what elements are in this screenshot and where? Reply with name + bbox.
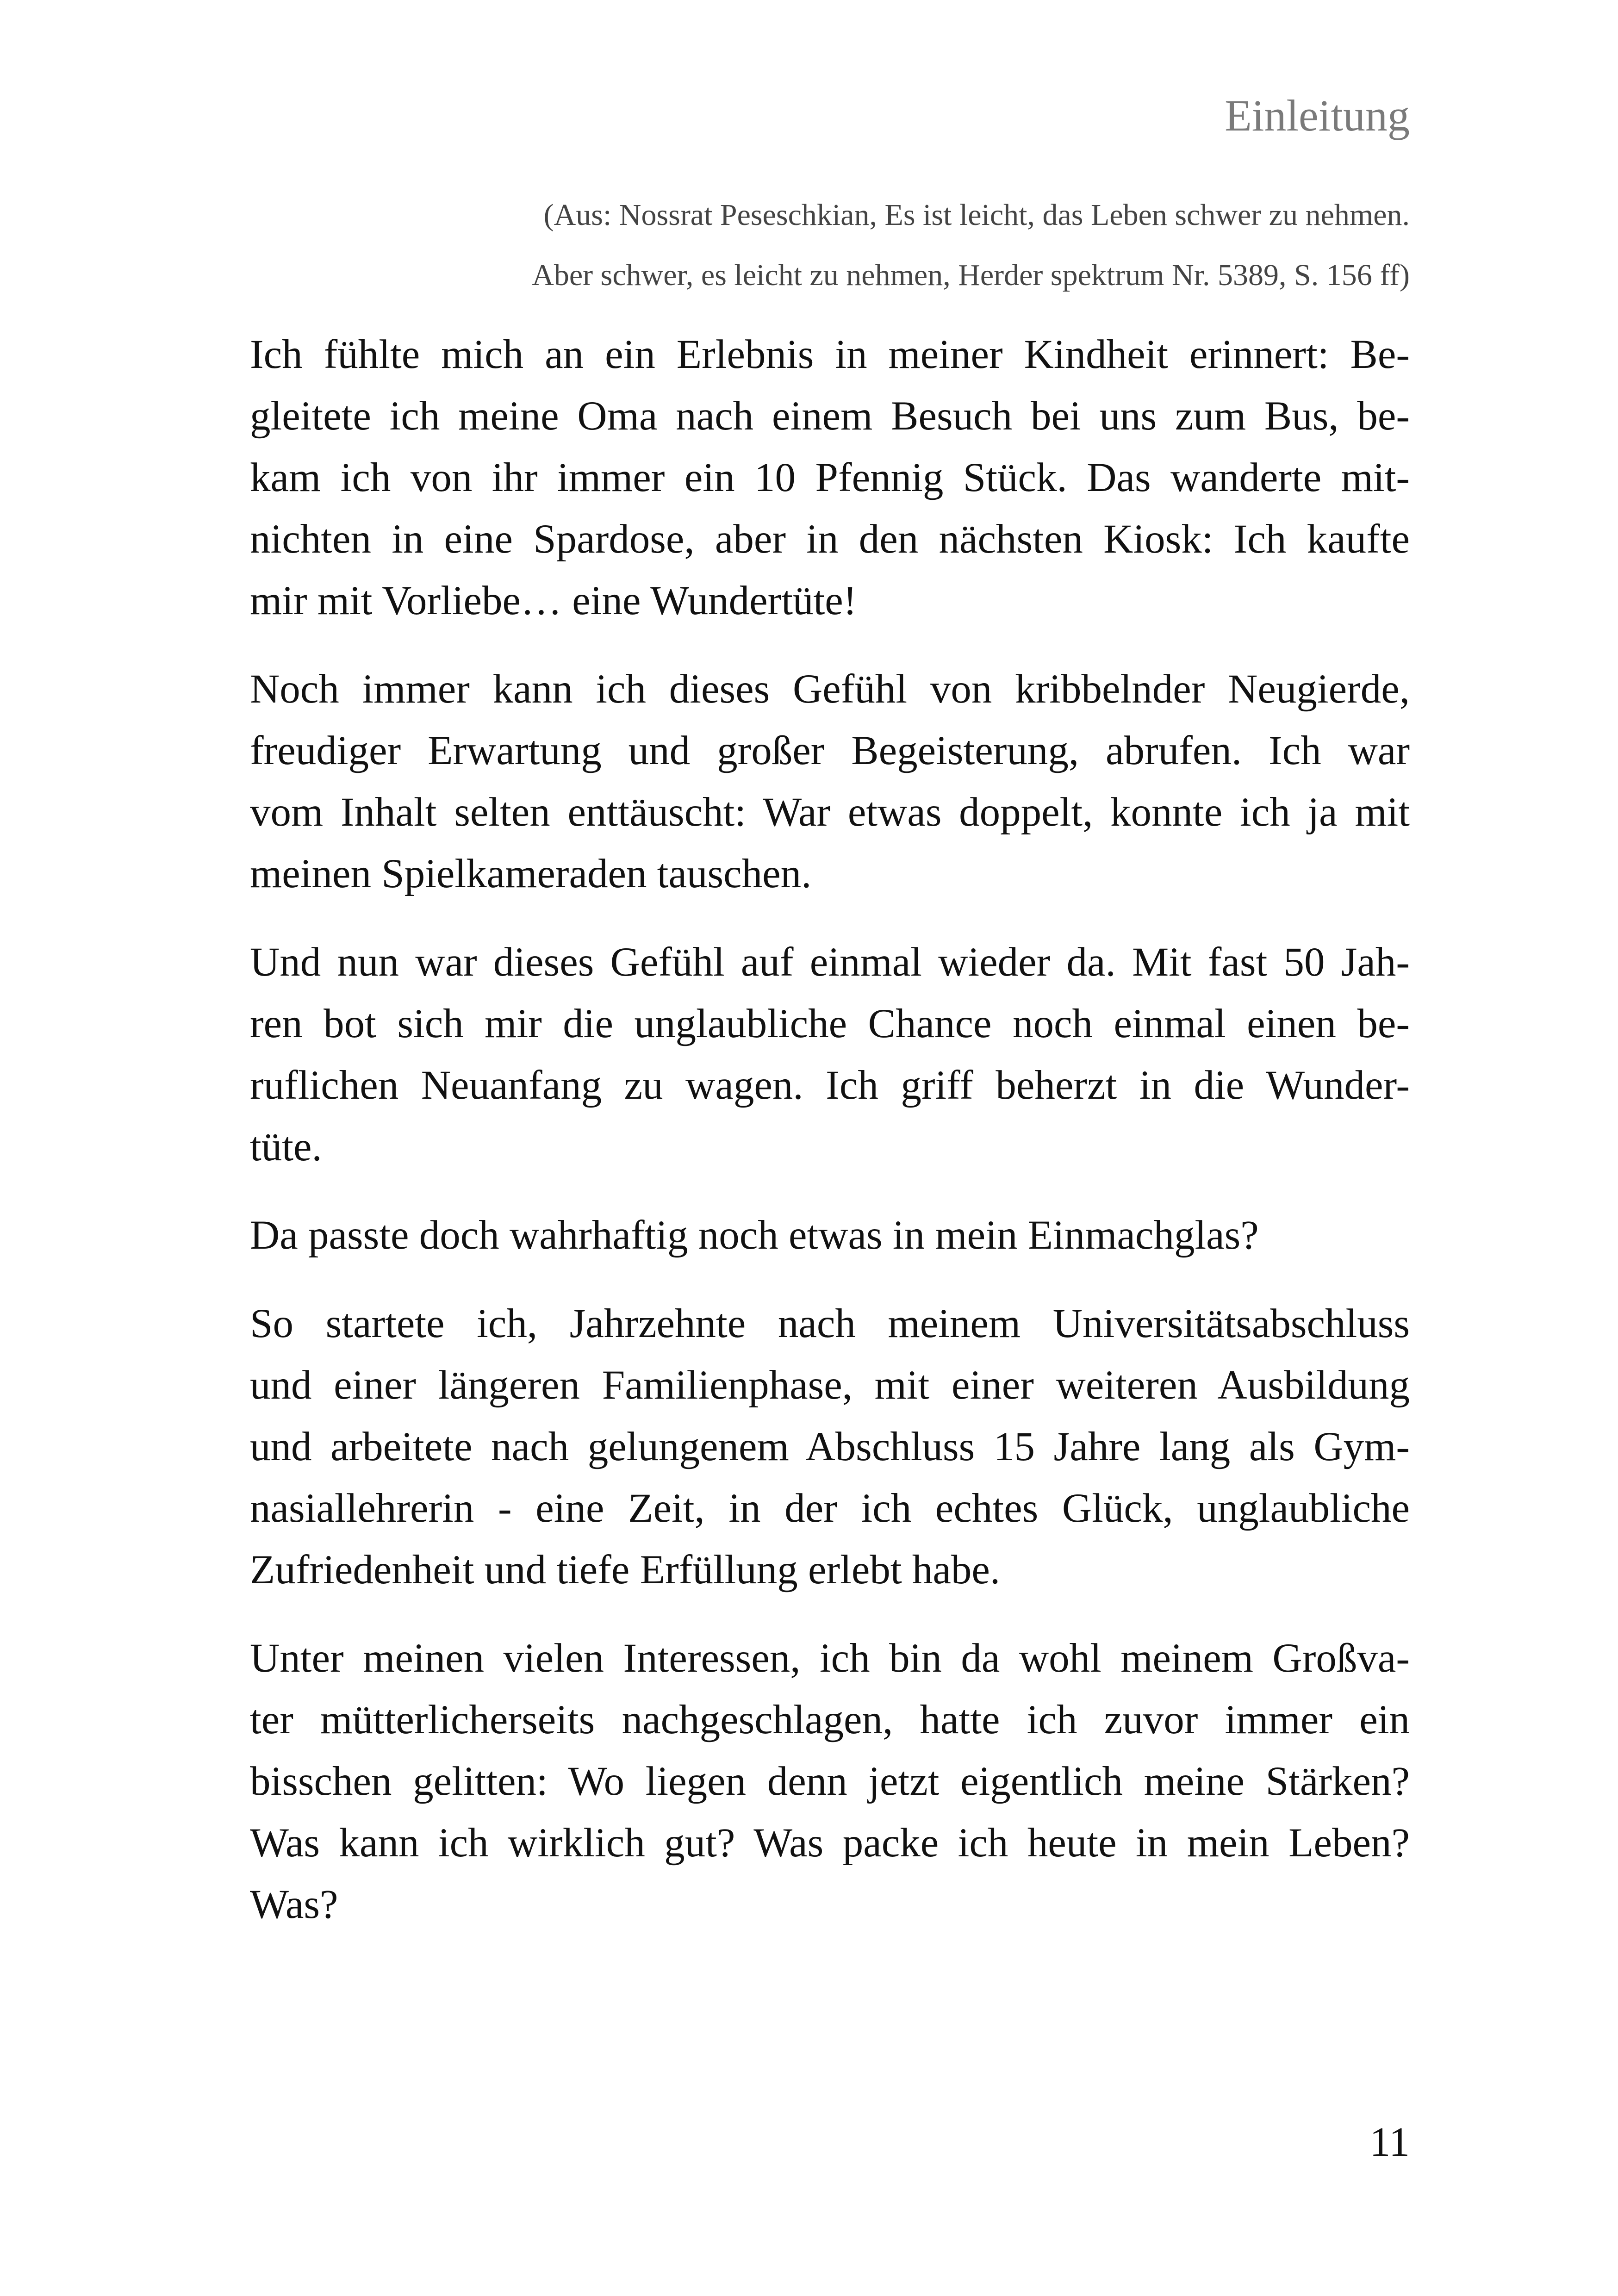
text-line: kam ich von ihr immer ein 10 Pfennig Stück. Das wanderte mit-: [250, 455, 1410, 500]
text-line: Unter meinen vielen Interessen, ich bin da wohl meinem Großva-: [250, 1636, 1410, 1681]
citation: [250, 185, 1410, 305]
text-line: nasiallehrerin - eine Zeit, in der ich echtes Glück, unglaubliche: [250, 1486, 1410, 1531]
text-line: freudiger Erwartung und großer Begeisterung, abrufen. Ich war: [250, 728, 1410, 773]
paragraph: [250, 659, 1410, 905]
citation-line: (Aus: Nossrat Peseschkian, Es ist leicht, das Leben schwer zu nehmen.: [543, 198, 1410, 232]
text-line: tüte.: [250, 1124, 322, 1170]
text-line: vom Inhalt selten enttäuscht: War etwas doppelt, konnte ich ja mit: [250, 790, 1410, 835]
text-line: Was?: [250, 1882, 338, 1927]
text-line: ter mütterlicherseits nachgeschlagen, hatte ich zuvor immer ein: [250, 1697, 1410, 1742]
text-line: mir mit Vorliebe… eine Wundertüte!: [250, 578, 857, 623]
running-header: Einleitung: [1225, 91, 1410, 140]
text-line: Und nun war dieses Gefühl auf einmal wieder da. Mit fast 50 Jah-: [250, 940, 1410, 985]
text-line: Was kann ich wirklich gut? Was packe ich heute in mein Leben?: [250, 1820, 1410, 1866]
paragraph: [250, 932, 1410, 1178]
text-line: bisschen gelitten: Wo liegen denn jetzt eigentlich meine Stärken?: [250, 1759, 1410, 1804]
text-line: ruflichen Neuanfang zu wagen. Ich griff beherzt in die Wunder-: [250, 1063, 1410, 1108]
paragraph: [250, 1293, 1410, 1601]
body-text: [250, 324, 1410, 1935]
text-line: und arbeitete nach gelungenem Abschluss 15 Jahre lang als Gym-: [250, 1424, 1410, 1469]
paragraph: [250, 1628, 1410, 1935]
citation-line: Aber schwer, es leicht zu nehmen, Herder spektrum Nr. 5389, S. 156 ff): [532, 258, 1410, 292]
page-number: 11: [1369, 2119, 1410, 2165]
text-line: So startete ich, Jahrzehnte nach meinem Universitätsabschluss: [250, 1301, 1410, 1346]
paragraph: [250, 1205, 1410, 1266]
text-line: nichten in eine Spardose, aber in den nächsten Kiosk: Ich kaufte: [250, 516, 1410, 562]
text-line: Noch immer kann ich dieses Gefühl von kribbelnder Neugierde,: [250, 666, 1410, 712]
text-line: meinen Spielkameraden tauschen.: [250, 851, 812, 896]
text-line: Zufriedenheit und tiefe Erfüllung erlebt habe.: [250, 1547, 1001, 1593]
text-line: gleitete ich meine Oma nach einem Besuch bei uns zum Bus, be-: [250, 393, 1410, 439]
paragraph: [250, 324, 1410, 632]
text-line: und einer längeren Familienphase, mit einer weiteren Ausbildung: [250, 1363, 1410, 1408]
text-line: Da passte doch wahrhaftig noch etwas in mein Einmachglas?: [250, 1213, 1259, 1258]
text-line: Ich fühlte mich an ein Erlebnis in meiner Kindheit erinnert: Be-: [250, 332, 1410, 377]
text-line: ren bot sich mir die unglaubliche Chance noch einmal einen be-: [250, 1001, 1410, 1046]
